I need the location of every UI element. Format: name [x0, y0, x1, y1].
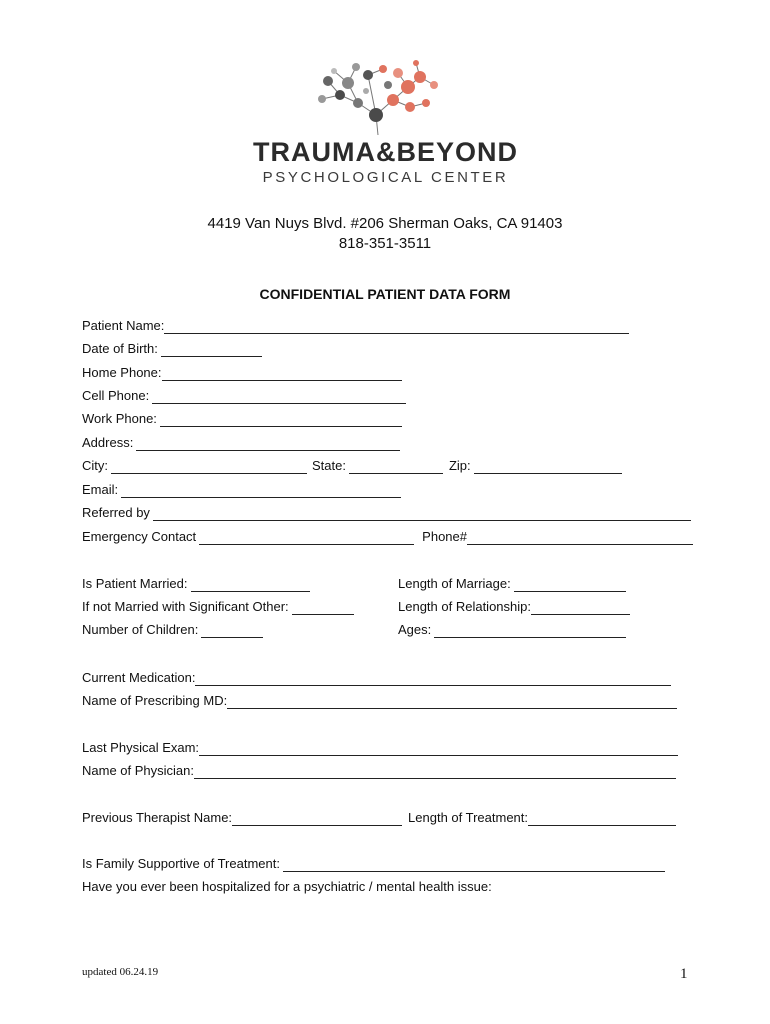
hospitalized-question: [82, 879, 492, 895]
not-married-label: If not Married with Significant Other:: [82, 599, 289, 614]
emergency-phone-line[interactable]: [467, 532, 693, 545]
logo: [248, 55, 523, 195]
home-phone-field[interactable]: [82, 365, 402, 381]
address-label: Address:: [82, 435, 134, 450]
children-line[interactable]: [201, 625, 263, 638]
current-medication-field[interactable]: [82, 670, 671, 686]
family-supportive-line[interactable]: [283, 859, 665, 872]
referred-by-field[interactable]: [82, 505, 691, 521]
cell-phone-line[interactable]: [152, 391, 406, 404]
dob-field[interactable]: [82, 341, 262, 357]
married-field[interactable]: [82, 576, 310, 592]
last-physical-label: Last Physical Exam:: [82, 740, 200, 755]
emergency-phone-label: Phone#: [422, 529, 467, 544]
emergency-contact-label: Emergency Contact: [82, 529, 197, 544]
work-phone-line[interactable]: [160, 414, 402, 427]
married-line[interactable]: [191, 579, 310, 592]
home-phone-label: Home Phone:: [82, 365, 162, 380]
length-marriage-field[interactable]: [398, 576, 626, 592]
email-label: Email:: [82, 482, 119, 497]
length-treatment-line[interactable]: [528, 813, 676, 826]
practice-address: [0, 214, 770, 254]
length-relationship-label: Length of Relationship:: [398, 599, 531, 614]
children-label: Number of Children:: [82, 622, 199, 637]
previous-therapist-line[interactable]: [232, 813, 402, 826]
dob-line[interactable]: [161, 344, 262, 357]
address-field[interactable]: [82, 435, 400, 451]
zip-label: Zip:: [448, 458, 471, 473]
updated-date: updated 06.24.19: [82, 966, 159, 978]
length-marriage-label: Length of Marriage:: [398, 576, 511, 591]
email-field[interactable]: [82, 482, 401, 498]
state-line[interactable]: [349, 461, 443, 474]
cell-phone-label: Cell Phone:: [82, 388, 150, 403]
physician-line[interactable]: [194, 766, 676, 779]
cell-phone-field[interactable]: [82, 388, 406, 404]
patient-name-label: Patient Name:: [82, 318, 165, 333]
family-supportive-label: Is Family Supportive of Treatment:: [82, 856, 280, 871]
city-state-zip-row: [82, 458, 622, 474]
not-married-line[interactable]: [292, 602, 354, 615]
work-phone-field[interactable]: [82, 411, 402, 427]
length-marriage-line[interactable]: [514, 579, 626, 592]
not-married-field[interactable]: [82, 599, 354, 615]
current-medication-label: Current Medication:: [82, 670, 196, 685]
length-treatment-label: Length of Treatment:: [408, 810, 529, 825]
referred-by-label: Referred by: [82, 505, 150, 520]
emergency-contact-line[interactable]: [199, 532, 414, 545]
patient-name-field[interactable]: [82, 318, 629, 334]
length-relationship-line[interactable]: [531, 602, 630, 615]
children-field[interactable]: [82, 622, 263, 638]
last-physical-field[interactable]: [82, 740, 678, 756]
city-label: City:: [82, 458, 108, 473]
address-phone: 818-351-3511: [338, 235, 432, 252]
state-label: State:: [312, 458, 346, 473]
last-physical-line[interactable]: [199, 743, 678, 756]
prescribing-md-label: Name of Prescribing MD:: [82, 693, 228, 708]
patient-name-line[interactable]: [164, 321, 629, 334]
form-title: CONFIDENTIAL PATIENT DATA FORM: [259, 286, 511, 302]
prescribing-md-field[interactable]: [82, 693, 677, 709]
zip-line[interactable]: [474, 461, 622, 474]
ages-field[interactable]: [398, 622, 626, 638]
married-label: Is Patient Married:: [82, 576, 188, 591]
family-supportive-field[interactable]: [82, 856, 665, 872]
address-line-input[interactable]: [136, 438, 400, 451]
email-line[interactable]: [121, 485, 401, 498]
physician-label: Name of Physician:: [82, 763, 194, 778]
logo-name: TRAUMA&BEYOND: [253, 137, 518, 167]
work-phone-label: Work Phone:: [82, 411, 157, 426]
physician-field[interactable]: [82, 763, 676, 779]
referred-by-line[interactable]: [153, 508, 691, 521]
logo-subtitle: PSYCHOLOGICAL CENTER: [262, 169, 509, 186]
ages-line[interactable]: [434, 625, 626, 638]
emergency-contact-row: [82, 529, 693, 545]
home-phone-line[interactable]: [162, 368, 402, 381]
ages-label: Ages:: [398, 622, 432, 637]
length-relationship-field[interactable]: [398, 599, 630, 615]
neuron-tree-icon: [248, 55, 523, 140]
city-line[interactable]: [111, 461, 307, 474]
hospitalized-label: Have you ever been hospitalized for a psychiatric / mental health issue:: [82, 879, 492, 894]
page-number: 1: [680, 966, 688, 982]
previous-therapist-row: [82, 810, 676, 826]
previous-therapist-label: Previous Therapist Name:: [82, 810, 233, 825]
current-medication-line[interactable]: [195, 673, 671, 686]
prescribing-md-line[interactable]: [227, 696, 677, 709]
address-line: 4419 Van Nuys Blvd. #206 Sherman Oaks, CA 91403: [207, 215, 563, 232]
dob-label: Date of Birth:: [82, 341, 158, 356]
